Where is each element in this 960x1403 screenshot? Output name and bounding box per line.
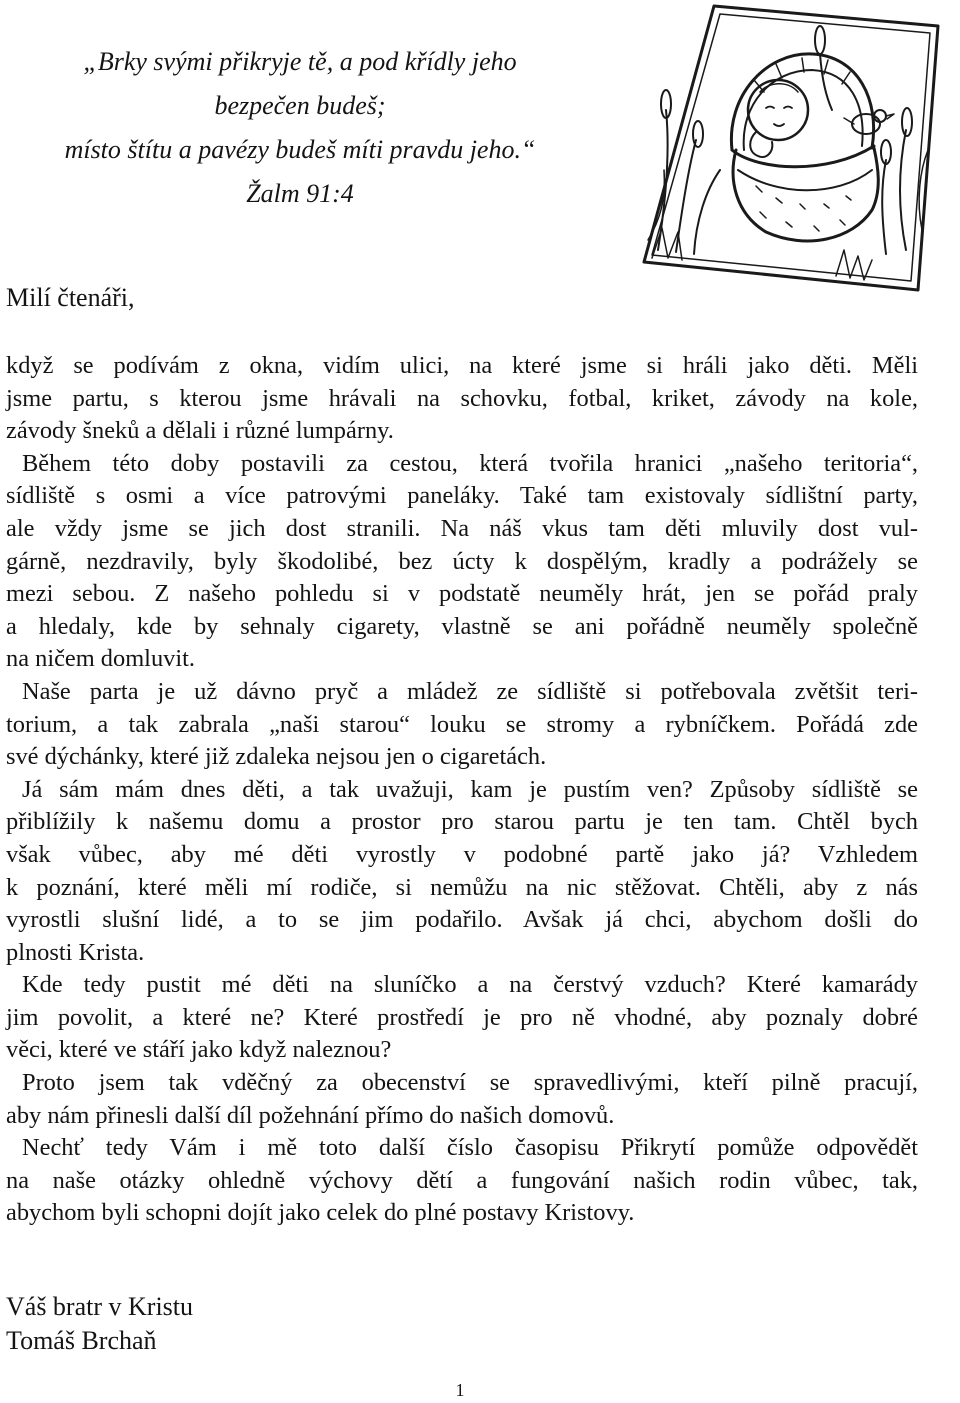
paragraph [6, 1132, 918, 1230]
quote-line: místo štítu a pavézy budeš míti pravdu jeho.“ [64, 135, 536, 164]
page-number: 1 [455, 1380, 465, 1400]
text-line: Naše parta je už dávno pryč a mládež ze sídliště si potřebovala zvětšit teri- [22, 677, 918, 705]
text-line: aby nám přinesli další díl požehnání přímo do našich domovů. [6, 1101, 615, 1129]
text-line: závody šneků a dělali i různé lumpárny. [6, 417, 394, 445]
text-line: věci, které ve stáří jako když naleznou? [6, 1036, 392, 1064]
text-line: však vůbec, aby mé děti vyrostly v podobné partě jako já? Vzhledem [6, 840, 918, 868]
baby-in-basket-drawing-icon [636, 0, 942, 294]
text-line: Nechť tedy Vám i mě toto další číslo časopisu Přikrytí pomůže odpovědět [22, 1134, 918, 1162]
text-line: mezi sebou. Z našeho pohledu si v podstatě neuměly hrát, jen se pořád praly [6, 580, 918, 608]
text-line: Kde tedy pustit mé děti na sluníčko a na čerstvý vzduch? Které kamarády [22, 971, 918, 999]
text-line: abychom byli schopni dojít jako celek do plné postavy Kristovy. [6, 1199, 635, 1227]
paragraph [6, 774, 918, 970]
text-line: vyrostli slušní lidé, a to se jim podařilo. Avšak já chci, abychom došli do [6, 906, 918, 934]
text-line: jsme partu, s kterou jsme hrávali na schovku, fotbal, kriket, závody na kole, [6, 384, 918, 412]
signature-name: Tomáš Brchaň [6, 1326, 157, 1355]
letter-body [6, 350, 918, 1230]
text-line: Proto jsem tak vděčný za obecenství se spravedlivými, kteří pilně pracují, [22, 1069, 918, 1097]
paragraph [6, 969, 918, 1067]
paragraph [6, 448, 918, 676]
text-line: jim povolit, a které ne? Které prostředí je pro ně vhodné, aby poznaly dobré [6, 1003, 918, 1031]
text-line: když se podívám z okna, vidím ulici, na které jsme si hráli jako děti. Měli [6, 352, 918, 379]
text-line: ale vždy jsme se jich dost stranili. Na náš vkus tam děti mluvily dost vul- [6, 514, 918, 542]
quote-line: „Brky svými přikryje tě, a pod křídly jeho [83, 47, 517, 76]
text-line: a hledaly, kde by sehnaly cigarety, vlastně se ani pořádně neuměly společně [6, 612, 918, 640]
signature [6, 1290, 193, 1358]
text-line: sídliště s osmi a více patrovými paneláky. Také tam existovaly sídlištní party, [6, 482, 918, 510]
text-line: Během této doby postavili za cestou, která tvořila hranici „našeho teritoria“, [22, 449, 918, 477]
paragraph [6, 676, 918, 774]
text-line: gárně, nezdravily, byly škodolibé, bez úcty k dospělým, kradly a podrážely se [6, 547, 918, 575]
text-line: plnosti Krista. [6, 938, 145, 966]
paragraph [6, 1067, 918, 1132]
paragraph [6, 350, 918, 448]
quote-reference: Žalm 91:4 [246, 179, 354, 208]
signature-closing: Váš bratr v Kristu [6, 1292, 194, 1321]
text-line: na naše otázky ohledně výchovy dětí a fungování našich rodin vůbec, tak, [6, 1166, 918, 1194]
text-line: Já sám mám dnes děti, a tak uvažuji, kam je pustím ven? Způsoby sídliště se [22, 775, 918, 803]
text-line: k poznání, které měli mí rodiče, si nemůžu na nic stěžovat. Chtěli, aby z nás [6, 873, 918, 901]
quote-line: bezpečen budeš; [214, 91, 386, 120]
text-line: na ničem domluvit. [6, 645, 195, 673]
epigraph-quote [0, 40, 600, 216]
salutation: Milí čtenáři, [6, 283, 135, 312]
text-line: své dýchánky, které již zdaleka nejsou jen o cigaretách. [6, 743, 547, 771]
text-line: přiblížily k našemu domu a prostor pro starou partu je ten tam. Chtěl bych [6, 808, 918, 836]
text-line: torium, a tak zabrala „naši starou“ louku se stromy a rybníčkem. Pořádá zde [6, 710, 918, 738]
